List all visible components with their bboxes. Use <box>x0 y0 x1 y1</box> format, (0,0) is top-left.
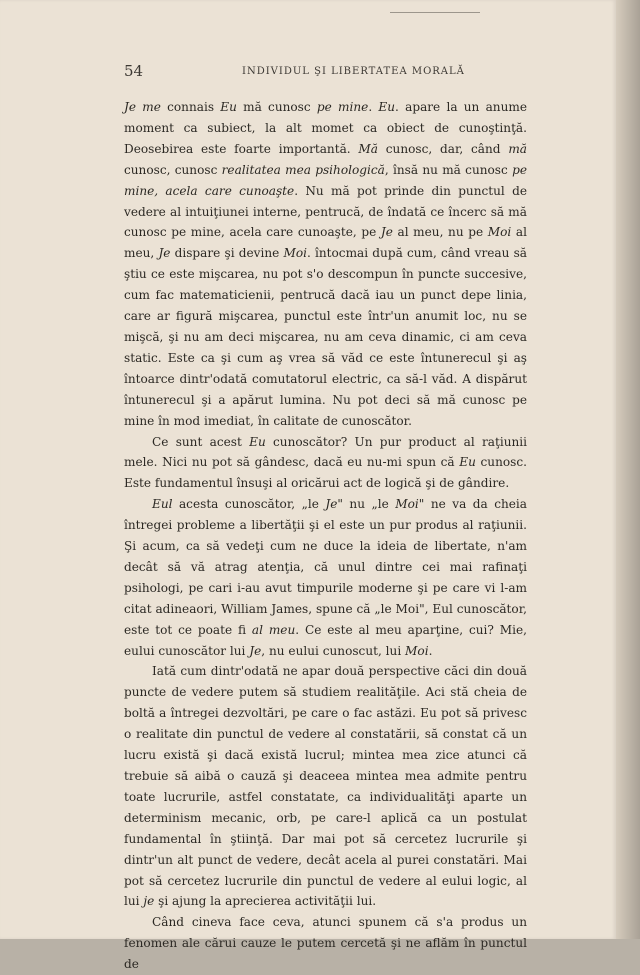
text-run: . <box>368 100 379 114</box>
text-run: Când cineva face ceva, atunci spunem că s'a produs un fenomen ale cărui cauze le putem cercetă şi ne aflăm în punctul de <box>124 915 527 972</box>
paragraph <box>124 912 527 975</box>
text-run: " ne va da cheia întregei probleme a libertăţii şi el este un pur produs al raţiunii. Şi acum, ca să vedeţi cum ne duce la ideia de libertate, n'am decât să vă atrag atenţia, că unul dintre cei mai rafinaţi psihologi, pe cari i-au avut timpurile moderne şi pe care vi l-am citat adineaori, William James, spune că „le Moi", Eul cunoscător, este tot ce poate fi <box>124 497 527 637</box>
italic-run: Moi <box>487 225 512 240</box>
italic-run: Eu <box>378 100 396 114</box>
italic-run: realitatea mea psihologică <box>221 162 385 177</box>
text-run: . Nu mă pot prinde din punctul de vedere al intuiţiunei interne, pentrucă, de îndată ce încerc să mă cunosc pe mine, acela care cunoaşte, pe <box>124 183 527 240</box>
italic-run: Je <box>380 225 393 240</box>
italic-run: Je <box>249 643 262 658</box>
text-run: cunosc. Este fundamentul însuşi al oricărui act de logică şi de gândire. <box>124 455 527 491</box>
italic-run: Je me <box>124 100 161 114</box>
text-run: mă cunosc <box>236 100 317 114</box>
italic-run: mă <box>508 141 527 156</box>
italic-run: Je <box>325 497 338 512</box>
text-run: cunosc, cunosc <box>124 162 222 177</box>
paragraph <box>124 661 527 912</box>
text-run: . apare la un anume moment ca subiect, la alt momet ca obiect de cunoştinţă. Deosebirea este foarte importantă. <box>124 100 527 156</box>
scan-artifact-line <box>390 12 480 13</box>
text-run: , nu eului cunoscut, lui <box>261 643 406 658</box>
text-run: şi ajung la aprecierea activităţii lui. <box>154 894 377 909</box>
text-run: Iată cum dintr'odată ne apar două perspective căci din două puncte de vedere putem să studiem realităţile. Aci stă cheia de boltă a întregei dezvoltări, pe care o fac astăzi. Eu pot să privesc o realitate din punctul de vedere al constatării, să constat că un lucru există şi dacă există lucrul; mintea mea zice atunci că trebuie să aibă o cauză şi deaceea mintea mea admite pentru toate lucrurile, astfel constatate, ca individualităţi aparte un determinism mecanic, orb, pe care-l aplică ca un postulat fundamental în ştiinţă. Dar mai pot să cercetez lucrurile şi dintr'un alt punct de vedere, decât acela al purei constatări. Mai pot să cercetez lucrurile din punctul de vedere al eului logic, al lui <box>124 664 527 909</box>
italic-run: Eu <box>220 100 237 114</box>
text-run: acesta cunoscător, „le <box>172 497 326 512</box>
italic-run: Je <box>158 246 171 261</box>
body-text <box>124 97 527 975</box>
italic-run: pe mine <box>316 100 369 114</box>
italic-run: Moi <box>405 643 429 658</box>
text-run: . Ce este al meu aparţine, cui? Mie, eului cunoscător lui <box>124 622 527 658</box>
italic-run: pe mine, acela care cunoaşte <box>124 162 527 198</box>
italic-run: Moi <box>283 246 307 261</box>
text-run: cunosc, dar, când <box>378 141 509 156</box>
italic-run: Mă <box>358 141 378 156</box>
text-run: " nu „le <box>337 497 396 512</box>
text-run: dispare şi devine <box>170 246 284 261</box>
running-title: INDIVIDUL ŞI LIBERTATEA MORALĂ <box>242 66 465 77</box>
italic-run: Eu <box>249 434 266 449</box>
text-run: connais <box>160 100 221 114</box>
text-run: cunoscător? Un pur product al raţiunii mele. Nici nu pot să gândesc, dacă eu nu-mi spun că <box>124 434 528 470</box>
text-run: al meu, nu pe <box>392 225 488 240</box>
text-run: . <box>428 643 433 658</box>
paragraph <box>124 432 527 495</box>
paragraph <box>124 97 527 432</box>
italic-run: Moi <box>395 497 419 512</box>
paragraph <box>124 494 527 661</box>
italic-run: al meu <box>251 622 296 637</box>
italic-run: Eu <box>459 455 476 470</box>
text-run: al meu, <box>124 225 527 261</box>
text-run: , însă nu mă cunosc <box>384 162 513 177</box>
text-run: Ce sunt acest <box>152 434 250 449</box>
italic-run: Eul <box>152 497 173 512</box>
italic-run: je <box>143 894 155 909</box>
page-number: 54 <box>124 62 144 80</box>
text-run: . întocmai după cum, când vreau să ştiu ce este mişcarea, nu pot s'o descompun în puncte succesive, cum fac matematicienii, pentrucă dacă iau un punct depe linia, care ar figură mişcarea, punctul este într'un anumit loc, nu se mişcă, şi nu am deci mişcarea, nu am ceva dinamic, ci am ceva static. Este ca şi cum aş vrea să văd ce este întunerecul şi aş întoarce dintr'odată comutatorul electric, ca să-l văd. A dispărut întunerecul şi a apărut lumina. Nu pot deci să mă cunosc pe mine în mod imediat, în calitate de cunoscător. <box>124 246 528 428</box>
page-edge-shadow <box>616 0 640 939</box>
